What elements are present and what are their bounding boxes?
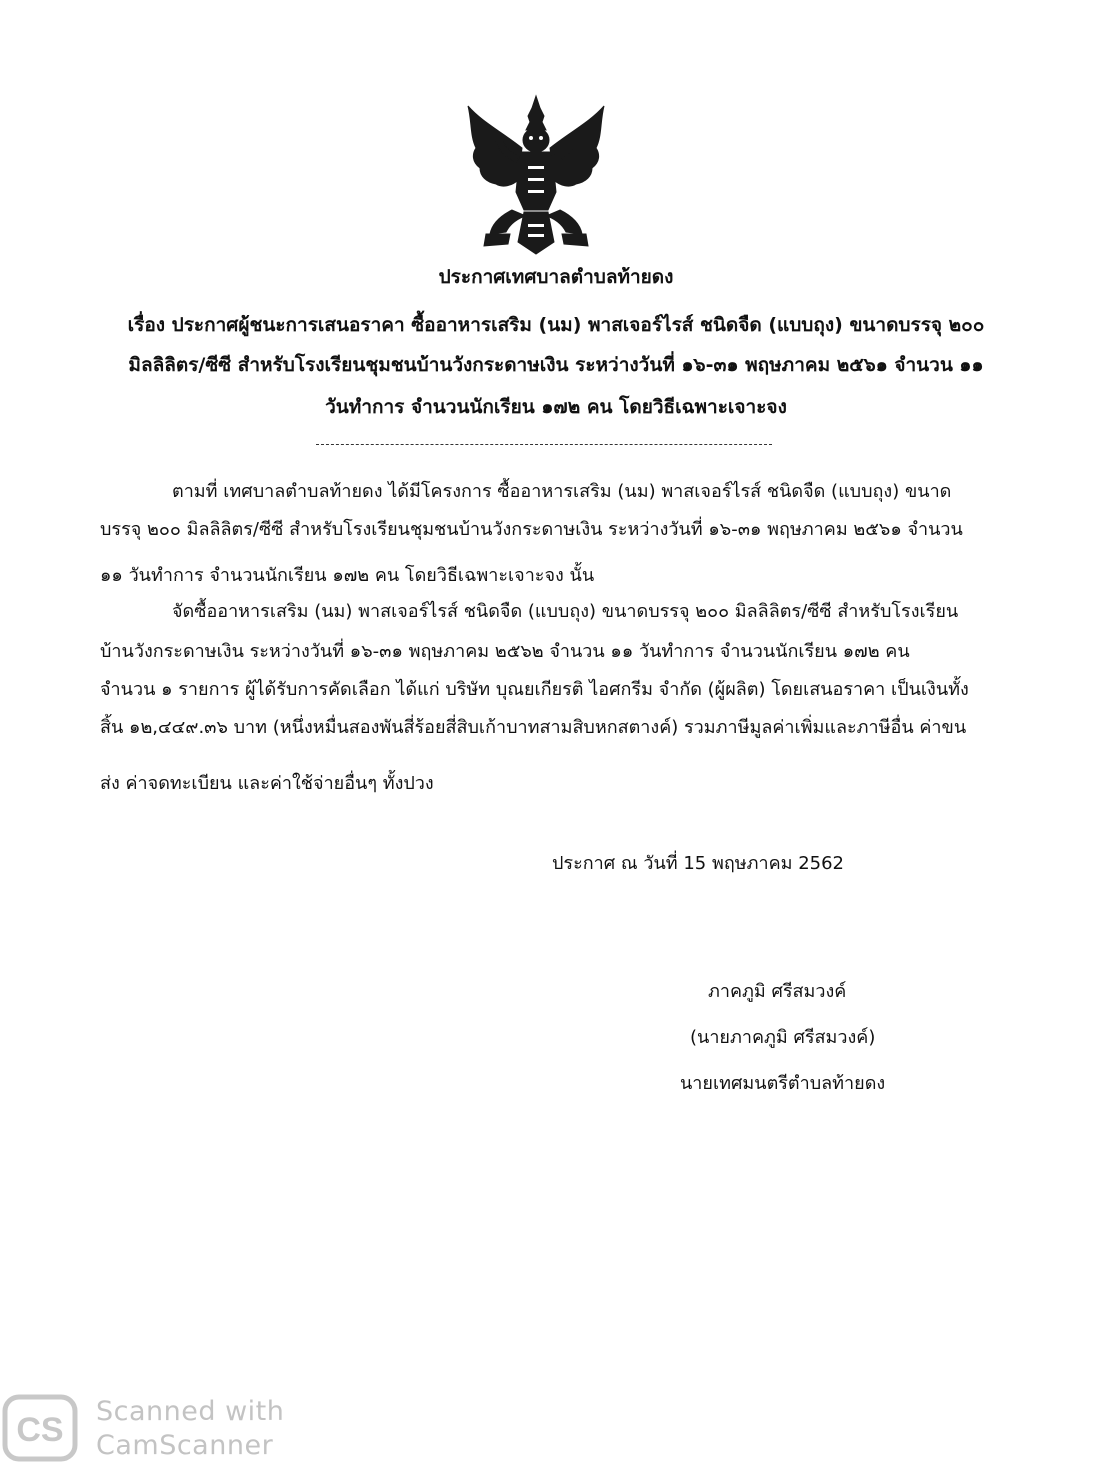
subject-line-3: วันทำการ จำนวนนักเรียน ๑๗๒ คน โดยวิธีเฉพาะเจาะจง <box>325 396 787 418</box>
body-line: บรรจุ ๒๐๐ มิลลิลิตร/ซีซี สำหรับโรงเรียนชุมชนบ้านวังกระดาษเงิน ระหว่างวันที่ ๑๖-๓๑ พฤษภาคม ๒๕๖๑ จำนวน <box>100 519 963 540</box>
body-line: จัดซื้ออาหารเสริม (นม) พาสเจอร์ไรส์ ชนิดจืด (แบบถุง) ขนาดบรรจุ ๒๐๐ มิลลิลิตร/ซีซี สำหรับโรงเรียน <box>172 601 959 622</box>
dashed-divider <box>316 444 772 445</box>
signature-name: ภาคภูมิ ศรีสมวงค์ <box>708 981 847 1002</box>
watermark-line-1: Scanned with <box>96 1396 285 1427</box>
body-line: ๑๑ วันทำการ จำนวนนักเรียน ๑๗๒ คน โดยวิธีเฉพาะเจาะจง นั้น <box>100 565 595 586</box>
garuda-emblem-icon <box>462 92 610 258</box>
watermark-line-2: CamScanner <box>96 1430 274 1461</box>
subject-line-1: เรื่อง ประกาศผู้ชนะการเสนอราคา ซื้ออาหารเสริม (นม) พาสเจอร์ไรส์ ชนิดจืด (แบบถุง) ขนาดบรรจุ ๒๐๐ <box>127 314 985 336</box>
body-line: ส่ง ค่าจดทะเบียน และค่าใช้จ่ายอื่นๆ ทั้งปวง <box>100 773 434 794</box>
signatory-position: นายเทศมนตรีตำบลท้ายดง <box>680 1073 886 1094</box>
body-line: สิ้น ๑๒,๔๔๙.๓๖ บาท (หนึ่งหมื่นสองพันสี่ร้อยสี่สิบเก้าบาทสามสิบหกสตางค์) รวมภาษีมูลค่าเพิ่มและภาษีอื่น ค่าขน <box>100 717 967 738</box>
subject-line-2: มิลลิลิตร/ซีซี สำหรับโรงเรียนชุมชนบ้านวังกระดาษเงิน ระหว่างวันที่ ๑๖-๓๑ พฤษภาคม ๒๕๖๑ จำนวน ๑๑ <box>128 354 984 376</box>
body-line: จำนวน ๑ รายการ ผู้ได้รับการคัดเลือก ได้แก่ บริษัท บุณยเกียรติ ไอศกรีม จำกัด (ผู้ผลิต) โดยเสนอราคา เป็นเงินทั้ง <box>100 679 969 700</box>
body-line: บ้านวังกระดาษเงิน ระหว่างวันที่ ๑๖-๓๑ พฤษภาคม ๒๕๖๒ จำนวน ๑๑ วันทำการ จำนวนนักเรียน ๑๗๒ คน <box>100 641 910 662</box>
signatory-full-name: (นายภาคภูมิ ศรีสมวงค์) <box>690 1027 876 1048</box>
camscanner-logo-text: CS <box>16 1411 64 1449</box>
announcement-date: ประกาศ ณ วันที่ 15 พฤษภาคม 2562 <box>552 853 844 874</box>
body-line: ตามที่ เทศบาลตำบลท้ายดง ได้มีโครงการ ซื้ออาหารเสริม (นม) พาสเจอร์ไรส์ ชนิดจืด (แบบถุง) ขนาด <box>172 481 952 502</box>
camscanner-logo-icon <box>2 1394 78 1462</box>
announcement-heading: ประกาศเทศบาลตำบลท้ายดง <box>438 266 674 288</box>
